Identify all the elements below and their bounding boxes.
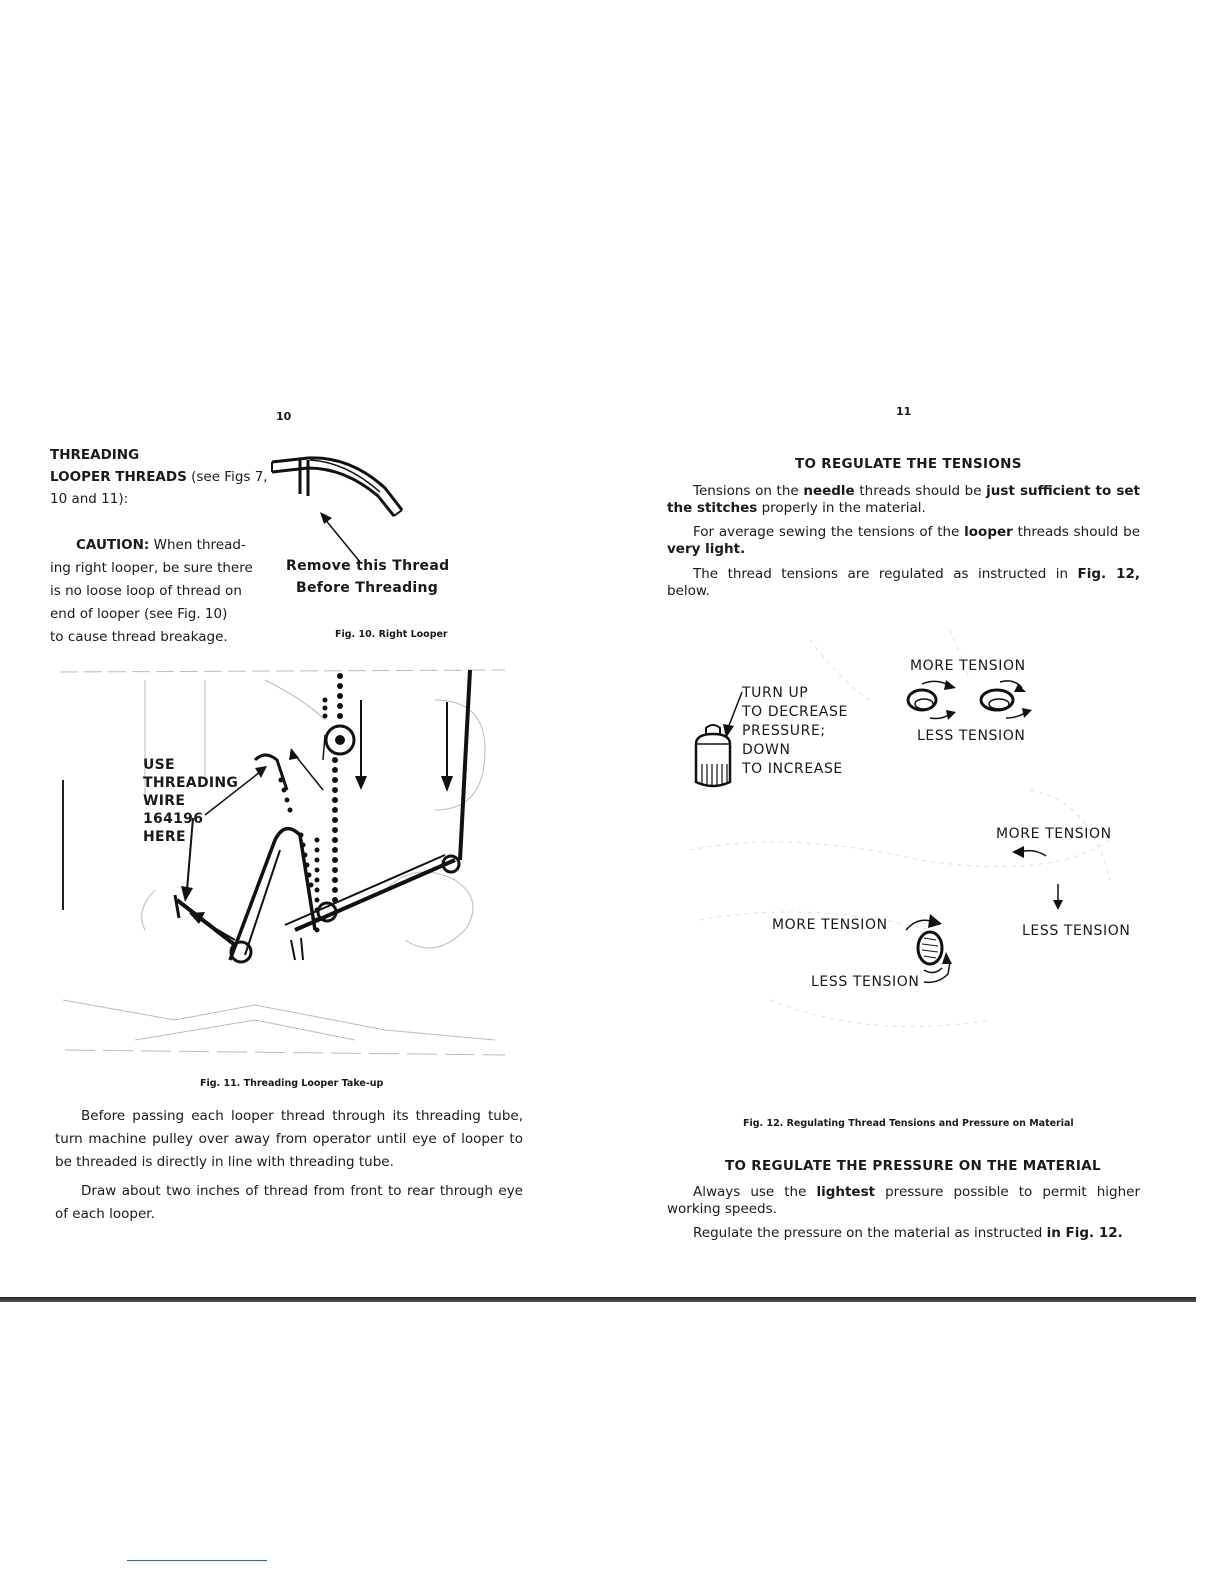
page-bottom-edge bbox=[0, 1297, 1196, 1302]
fig11-callout-line: THREADING bbox=[143, 775, 239, 791]
pressure-label: TO DECREASE bbox=[742, 704, 848, 720]
page-number-left: 10 bbox=[276, 410, 292, 423]
fig10-arrow bbox=[318, 508, 368, 564]
caution-label: CAUTION: bbox=[76, 537, 150, 553]
more-tension-label-1: MORE TENSION bbox=[910, 658, 1026, 674]
caution-line: When thread- bbox=[149, 537, 246, 553]
fig11-callout bbox=[143, 756, 238, 846]
text-run: properly in the material. bbox=[757, 500, 926, 516]
left-paragraph-2: Draw about two inches of thread from front to rear through eye of each looper. bbox=[55, 1183, 523, 1222]
pressure-paragraph-2 bbox=[667, 1225, 1140, 1242]
tensions-heading: TO REGULATE THE TENSIONS bbox=[795, 456, 1022, 472]
scan-artifact-line bbox=[127, 1560, 267, 1561]
pressure-labels bbox=[742, 684, 848, 779]
less-tension-label-3: LESS TENSION bbox=[811, 974, 920, 990]
text-run-bold: lightest bbox=[816, 1184, 876, 1200]
fig11-callout-line: WIRE bbox=[143, 793, 186, 809]
text-run: Tensions on the bbox=[693, 483, 804, 499]
fig11-callout-line: 164196 bbox=[143, 811, 204, 827]
caution-line: is no loose loop of thread on bbox=[50, 583, 242, 599]
pressure-paragraph-1 bbox=[667, 1184, 1140, 1218]
fig10-label-line1: Remove this Thread bbox=[286, 558, 450, 574]
fig11-callout-line: USE bbox=[143, 757, 175, 773]
caution-line: end of looper (see Fig. 10) bbox=[50, 606, 228, 622]
text-run-bold: very light. bbox=[667, 541, 746, 557]
page-number-right: 11 bbox=[896, 405, 912, 418]
pressure-label: DOWN bbox=[742, 742, 791, 758]
text-run-bold: Fig. 12, bbox=[1077, 566, 1140, 582]
fig12-caption: Fig. 12. Regulating Thread Tensions and Pressure on Material bbox=[743, 1118, 1074, 1129]
text-run: The thread tensions are regulated as instructed in bbox=[693, 566, 1078, 582]
heading-line3: 10 and 11): bbox=[50, 491, 129, 507]
text-run: Always use the bbox=[693, 1184, 817, 1200]
more-tension-label-3: MORE TENSION bbox=[772, 917, 888, 933]
pressure-label: PRESSURE; bbox=[742, 723, 826, 739]
text-run-bold: just sufficient to set the stitches bbox=[667, 483, 1140, 516]
text-run: pressure possible to permit higher working speeds. bbox=[667, 1184, 1141, 1217]
caution-line: ing right looper, be sure there bbox=[50, 560, 253, 576]
tension-nut-icon-pair bbox=[902, 676, 1032, 726]
tensions-paragraph-1 bbox=[667, 483, 1140, 517]
left-paragraph-1: Before passing each looper thread through its threading tube, turn machine pulley over away from operator until eye of looper to be threaded is directly in line with threading tube. bbox=[55, 1108, 523, 1170]
heading-bold: LOOPER THREADS bbox=[50, 469, 187, 485]
text-run: For average sewing the tensions of the bbox=[693, 524, 965, 540]
text-run: threads should be bbox=[854, 483, 987, 499]
tension-arrow-icon bbox=[1010, 844, 1070, 914]
text-run: threads should be bbox=[1012, 524, 1140, 540]
text-run-bold: in Fig. 12. bbox=[1046, 1225, 1123, 1241]
text-run: Regulate the pressure on the material as instructed bbox=[693, 1225, 1047, 1241]
pressure-label: TURN UP bbox=[742, 685, 809, 701]
fig11-callout-line: HERE bbox=[143, 829, 186, 845]
caution-block bbox=[50, 534, 260, 649]
text-run-bold: needle bbox=[803, 483, 855, 499]
text-run: below. bbox=[667, 583, 710, 599]
tensions-paragraph-2 bbox=[667, 524, 1140, 558]
threading-heading bbox=[50, 444, 268, 510]
heading-line1: THREADING bbox=[50, 447, 140, 463]
pressure-heading: TO REGULATE THE PRESSURE ON THE MATERIAL bbox=[725, 1158, 1101, 1174]
less-tension-label-2: LESS TENSION bbox=[1022, 923, 1131, 939]
text-run-bold: looper bbox=[964, 524, 1013, 540]
heading-rest: (see Figs 7, bbox=[186, 469, 268, 485]
less-tension-label-1: LESS TENSION bbox=[917, 728, 1026, 744]
pressure-label: TO INCREASE bbox=[742, 761, 843, 777]
fig11-threading-looper-takeup-illustration bbox=[55, 660, 515, 1060]
caution-line: to cause thread breakage. bbox=[50, 629, 228, 645]
fig10-label-line2: Before Threading bbox=[296, 580, 439, 596]
tensions-paragraph-3 bbox=[667, 566, 1140, 600]
more-tension-label-2: MORE TENSION bbox=[996, 826, 1112, 842]
fig11-caption: Fig. 11. Threading Looper Take-up bbox=[200, 1078, 384, 1089]
fig10-caption: Fig. 10. Right Looper bbox=[335, 629, 448, 640]
